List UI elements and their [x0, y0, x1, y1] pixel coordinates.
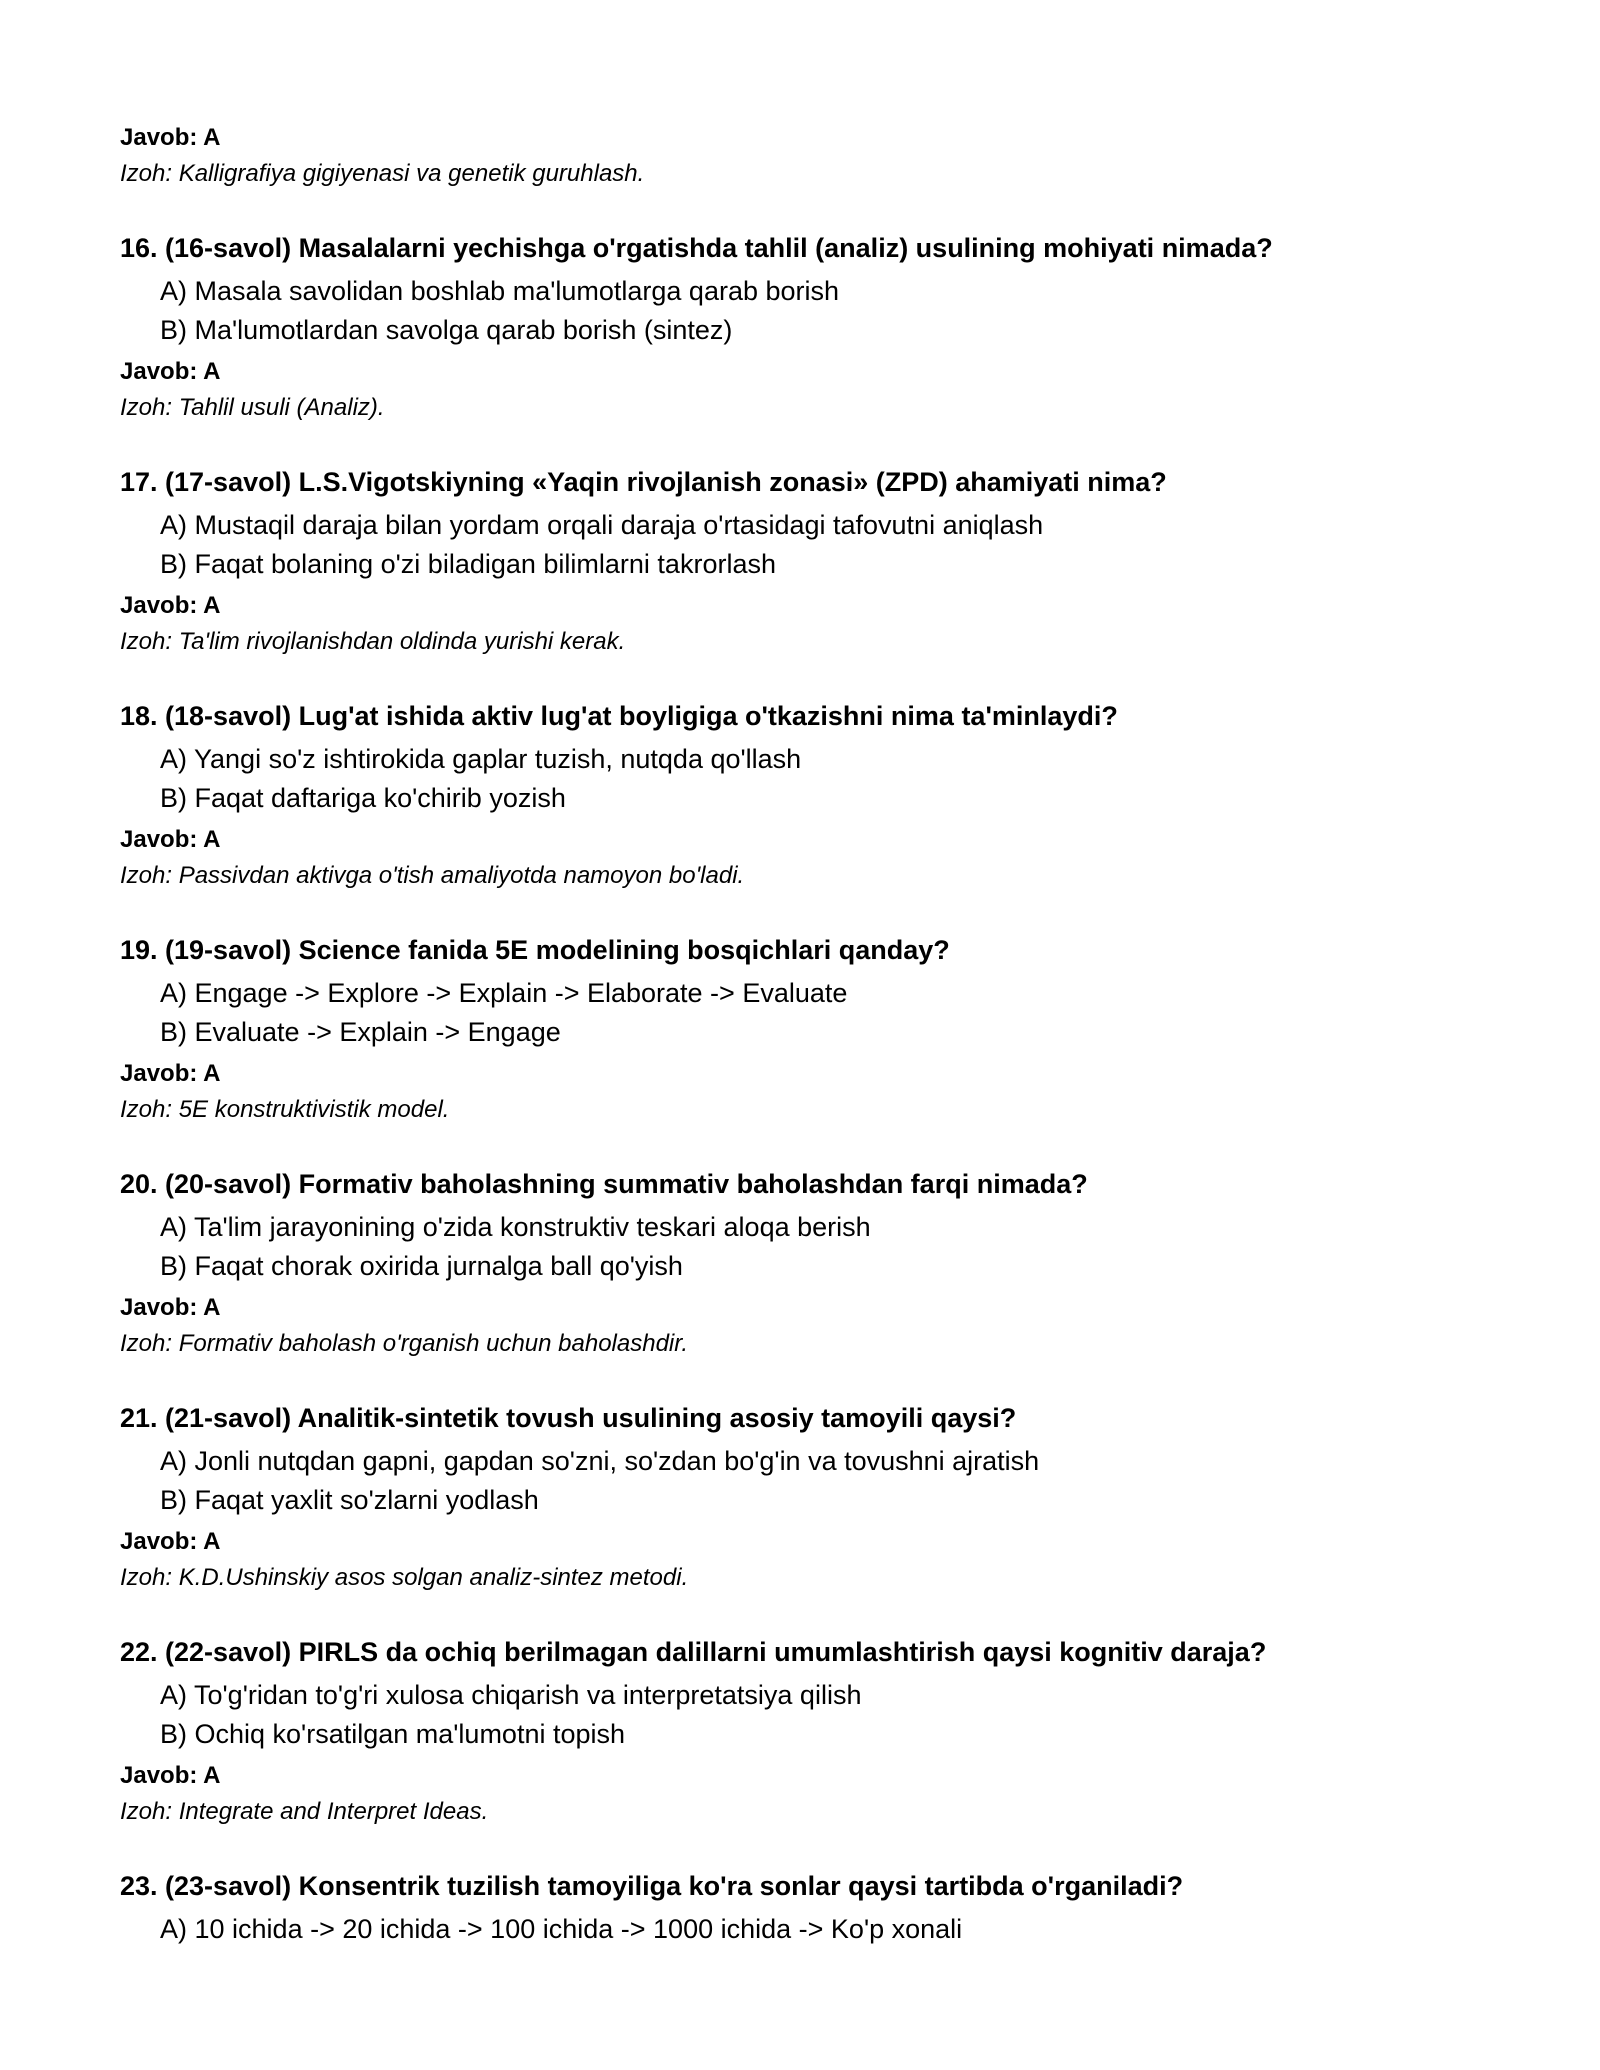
question-title: 18. (18-savol) Lug'at ishida aktiv lug'at boyligiga o'tkazishni nima ta'minlaydi?: [120, 701, 1118, 731]
answer-line: Javob: A: [120, 592, 221, 619]
question-title: 22. (22-savol) PIRLS da ochiq berilmagan dalillarni umumlashtirish qaysi kognitiv daraja?: [120, 1637, 1267, 1667]
question-block: [120, 1164, 1500, 1362]
answer-option: A) Ta'lim jarayonining o'zida konstruktiv teskari aloqa berish: [160, 1212, 871, 1242]
note-line: Izoh: Kalligrafiya gigiyenasi va genetik guruhlash.: [120, 160, 645, 187]
answer-option: B) Faqat yaxlit so'zlarni yodlash: [160, 1485, 539, 1515]
answer-option: A) To'g'ridan to'g'ri xulosa chiqarish va interpretatsiya qilish: [160, 1680, 862, 1710]
answer-option: B) Ma'lumotlardan savolga qarab borish (sintez): [160, 315, 733, 345]
document-page: [120, 120, 1500, 1985]
question-block: [120, 1632, 1500, 1830]
option-list: [120, 1208, 1500, 1286]
question-block: [120, 228, 1500, 426]
question-block: [120, 1866, 1500, 1949]
question-title: 21. (21-savol) Analitik-sintetik tovush usulining asosiy tamoyili qaysi?: [120, 1403, 1017, 1433]
previous-question-tail: [120, 120, 1500, 192]
answer-option: B) Faqat daftariga ko'chirib yozish: [160, 783, 566, 813]
question-title: 19. (19-savol) Science fanida 5E modelining bosqichlari qanday?: [120, 935, 950, 965]
question-title: 16. (16-savol) Masalalarni yechishga o'rgatishda tahlil (analiz) usulining mohiyati nimada?: [120, 233, 1273, 263]
answer-option: B) Faqat chorak oxirida jurnalga ball qo'yish: [160, 1251, 683, 1281]
answer-option: A) Mustaqil daraja bilan yordam orqali daraja o'rtasidagi tafovutni aniqlash: [160, 510, 1044, 540]
question-block: [120, 930, 1500, 1128]
answer-line: Javob: A: [120, 124, 221, 151]
answer-option: B) Faqat bolaning o'zi biladigan bilimlarni takrorlash: [160, 549, 776, 579]
answer-option: A) 10 ichida -> 20 ichida -> 100 ichida -> 1000 ichida -> Ko'p xonali: [160, 1914, 963, 1944]
option-list: [120, 740, 1500, 818]
option-list: [120, 974, 1500, 1052]
answer-option: A) Engage -> Explore -> Explain -> Elaborate -> Evaluate: [160, 978, 848, 1008]
option-list: [120, 1676, 1500, 1754]
answer-option: A) Masala savolidan boshlab ma'lumotlarga qarab borish: [160, 276, 840, 306]
question-block: [120, 462, 1500, 660]
note-line: Izoh: Tahlil usuli (Analiz).: [120, 394, 385, 421]
option-list: [120, 1442, 1500, 1520]
answer-option: B) Ochiq ko'rsatilgan ma'lumotni topish: [160, 1719, 626, 1749]
note-line: Izoh: 5E konstruktivistik model.: [120, 1096, 450, 1123]
option-list: [120, 1910, 1500, 1949]
note-line: Izoh: Integrate and Interpret Ideas.: [120, 1798, 489, 1825]
answer-option: B) Evaluate -> Explain -> Engage: [160, 1017, 561, 1047]
note-line: Izoh: Ta'lim rivojlanishdan oldinda yurishi kerak.: [120, 628, 626, 655]
question-title: 20. (20-savol) Formativ baholashning summativ baholashdan farqi nimada?: [120, 1169, 1088, 1199]
answer-option: A) Jonli nutqdan gapni, gapdan so'zni, so'zdan bo'g'in va tovushni ajratish: [160, 1446, 1040, 1476]
note-line: Izoh: Formativ baholash o'rganish uchun baholashdir.: [120, 1330, 689, 1357]
question-block: [120, 1398, 1500, 1596]
answer-line: Javob: A: [120, 1762, 221, 1789]
answer-line: Javob: A: [120, 1294, 221, 1321]
answer-line: Javob: A: [120, 1060, 221, 1087]
question-title: 17. (17-savol) L.S.Vigotskiyning «Yaqin rivojlanish zonasi» (ZPD) ahamiyati nima?: [120, 467, 1167, 497]
question-list: [120, 228, 1500, 1949]
note-line: Izoh: Passivdan aktivga o'tish amaliyotda namoyon bo'ladi.: [120, 862, 745, 889]
answer-line: Javob: A: [120, 1528, 221, 1555]
answer-line: Javob: A: [120, 358, 221, 385]
question-title: 23. (23-savol) Konsentrik tuzilish tamoyiliga ko'ra sonlar qaysi tartibda o'rganiladi?: [120, 1871, 1184, 1901]
option-list: [120, 272, 1500, 350]
option-list: [120, 506, 1500, 584]
question-block: [120, 696, 1500, 894]
answer-line: Javob: A: [120, 826, 221, 853]
note-line: Izoh: K.D.Ushinskiy asos solgan analiz-sintez metodi.: [120, 1564, 689, 1591]
answer-option: A) Yangi so'z ishtirokida gaplar tuzish, nutqda qo'llash: [160, 744, 802, 774]
